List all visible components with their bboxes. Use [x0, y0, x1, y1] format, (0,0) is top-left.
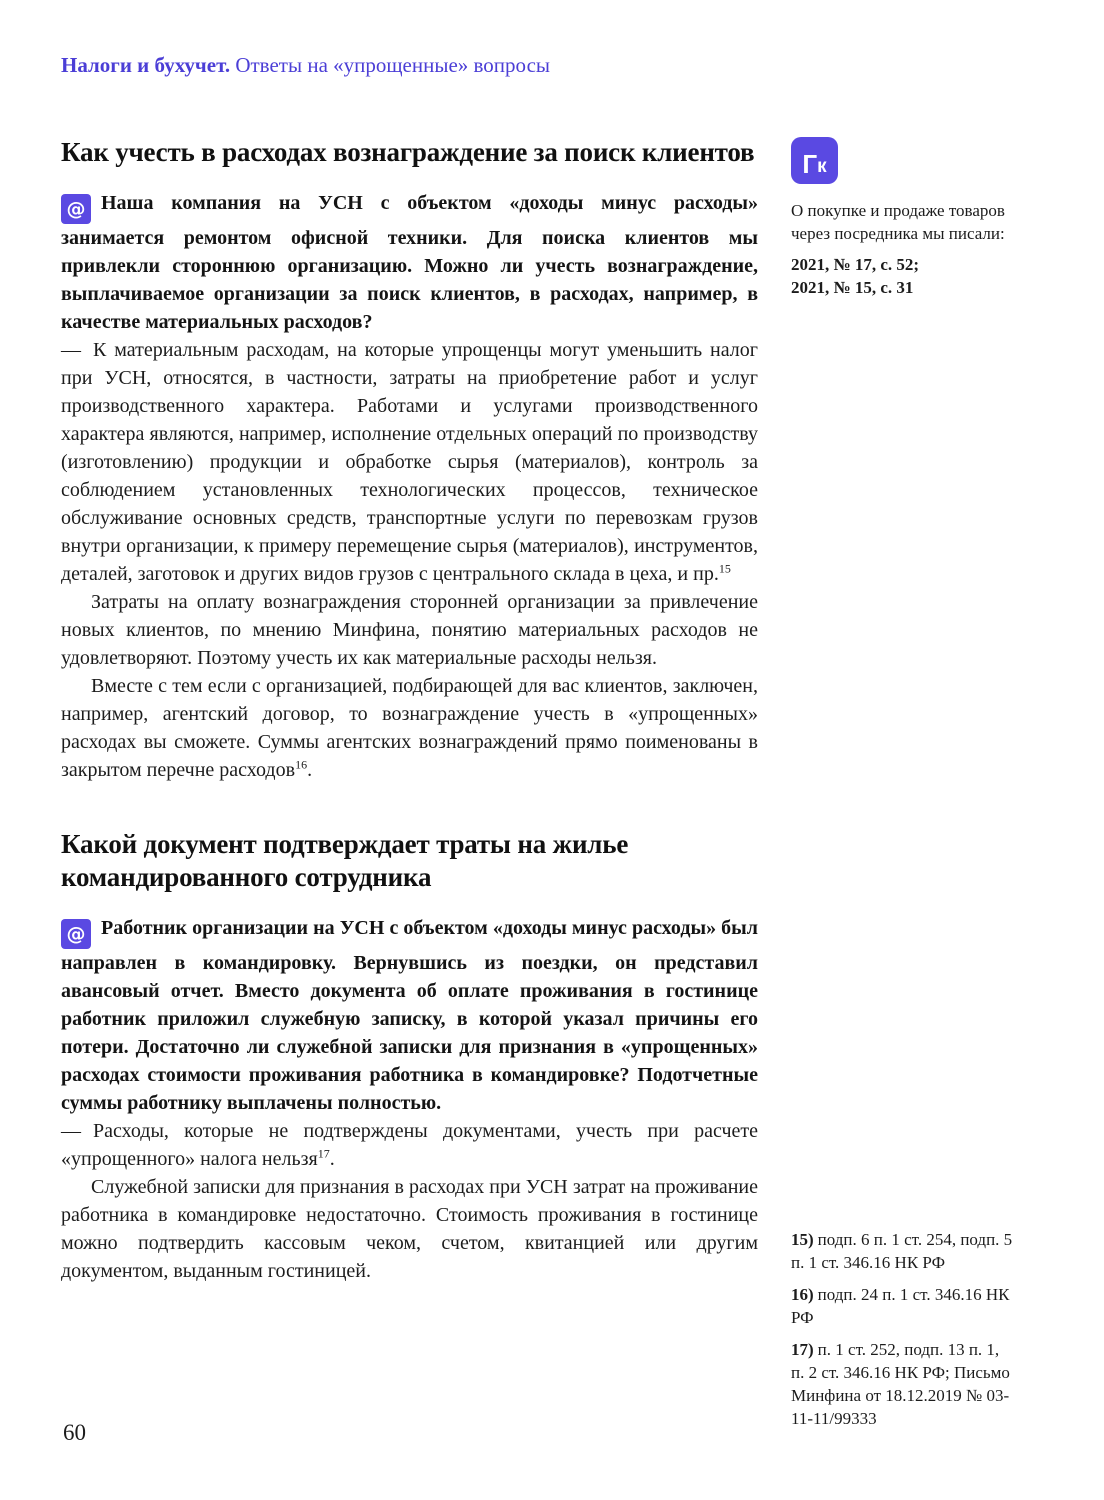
paragraph-text: Вместе с тем если с организацией, подбирающей для вас клиентов, заключен, например, агентский договор, то вознаграждение учесть в «упрощенных» расходах вы сможете. Суммы агентских вознаграждений прямо поименованы в закрытом перечне расходов: [61, 675, 758, 781]
article-1-paragraph-3: [61, 672, 758, 784]
at-glyph: @: [66, 923, 86, 945]
logo-letter-small: к: [817, 156, 827, 177]
logo-letter-large: Г: [802, 149, 818, 179]
sidebar-ref-1: 2021, № 17, с. 52;: [791, 255, 920, 274]
header-brand: Налоги и бухучет.: [61, 53, 231, 77]
sidebar-references: [791, 253, 1015, 299]
article-2-question: [61, 914, 758, 1117]
article-1-paragraph-1: [61, 336, 758, 588]
article-1-paragraph-2: [61, 588, 758, 672]
footnote-ref-17: 17: [317, 1146, 330, 1161]
article-2-title: Какой документ подтверждает траты на жилье командированного сотрудника: [61, 829, 629, 892]
at-glyph: @: [66, 198, 86, 220]
article-1-title: Как учесть в расходах вознаграждение за поиск клиентов: [61, 137, 755, 167]
header-section: Ответы на «упрощенные» вопросы: [230, 53, 550, 77]
sidebar: [791, 137, 1015, 299]
footnote-text: п. 1 ст. 252, подп. 13 п. 1, п. 2 ст. 346.16 НК РФ; Письмо Минфина от 18.12.2019 № 03-11-11/99333: [791, 1340, 1010, 1428]
paragraph-text: Затраты на оплату вознаграждения сторонней организации за привлечение новых клиентов, по мнению Минфина, понятию материальных расходов не удовлетворяют. Поэтому учесть их как материальные расходы нельзя.: [61, 591, 758, 669]
footnote-16: [791, 1283, 1015, 1329]
glavkniga-logo-icon: [791, 137, 838, 184]
sidebar-note: О покупке и продаже товаров через посредника мы писали:: [791, 201, 1005, 243]
paragraph-text: Расходы, которые не подтверждены документами, учесть при расчете «упрощенного» налога нельзя: [61, 1120, 758, 1170]
article-1: [61, 136, 758, 784]
footnote-ref-16: 16: [295, 757, 308, 772]
article-2-paragraph-2: [61, 1173, 758, 1285]
page-header: [61, 52, 550, 78]
paragraph-tail: .: [329, 1148, 335, 1170]
main-column: [61, 136, 758, 1285]
footnote-number: 16): [791, 1285, 814, 1304]
answer-dash: —: [61, 339, 81, 361]
article-2: [61, 828, 758, 1285]
article-1-question: [61, 189, 758, 336]
footnotes-block: [791, 1228, 1015, 1439]
footnote-text: подп. 24 п. 1 ст. 346.16 НК РФ: [791, 1285, 1010, 1327]
footnote-number: 15): [791, 1230, 814, 1249]
at-icon: [61, 194, 91, 224]
sidebar-ref-2: 2021, № 15, с. 31: [791, 278, 914, 297]
at-icon: [61, 919, 91, 949]
footnote-text: подп. 6 п. 1 ст. 254, подп. 5 п. 1 ст. 346.16 НК РФ: [791, 1230, 1013, 1272]
footnote-number: 17): [791, 1340, 814, 1359]
question-text: Наша компания на УСН с объектом «доходы минус расходы» занимается ремонтом офисной техники. Для поиска клиентов мы привлекли стороннюю организацию. Можно ли учесть вознаграждение, выплачиваемое организации за поиск клиентов, в расходах, например, в качестве материальных расходов?: [61, 192, 758, 333]
article-2-paragraph-1: [61, 1117, 758, 1173]
paragraph-text: К материальным расходам, на которые упрощенцы могут уменьшить налог при УСН, относятся, в частности, затраты на приобретение работ и услуг производственного характера. Работами и услугами производственного характера являются, например, исполнение отдельных операций по производству (изготовлению) продукции и обработке сырья (материалов), контроль за соблюдением установленных технологических процессов, техническое обслуживание основных средств, транспортные услуги по перевозкам грузов внутри организации, к примеру перемещение сырья (материалов), инструментов, деталей, заготовок и других видов грузов с центрального склада в цеха, и пр.: [61, 339, 758, 585]
question-text: Работник организации на УСН с объектом «доходы минус расходы» был направлен в командировку. Вернувшись из поездки, он представил авансовый отчет. Вместо документа об оплате проживания в гостинице работник приложил служебную записку, в которой указал причины его потери. Достаточно ли служебной записки для признания в «упрощенных» расходах стоимости проживания работника в командировке? Подотчетные суммы работнику выплачены полностью.: [61, 917, 758, 1114]
paragraph-text: Служебной записки для признания в расходах при УСН затрат на проживание работника в командировке недостаточно. Стоимость проживания в гостинице можно подтвердить кассовым чеком, счетом, квитанцией или другим документом, выданным гостиницей.: [61, 1176, 758, 1282]
footnote-ref-15: 15: [718, 561, 731, 576]
answer-dash: —: [61, 1120, 81, 1142]
page-number: 60: [63, 1420, 86, 1445]
paragraph-tail: .: [307, 759, 313, 781]
footnote-15: [791, 1228, 1015, 1274]
footnote-17: [791, 1338, 1015, 1430]
